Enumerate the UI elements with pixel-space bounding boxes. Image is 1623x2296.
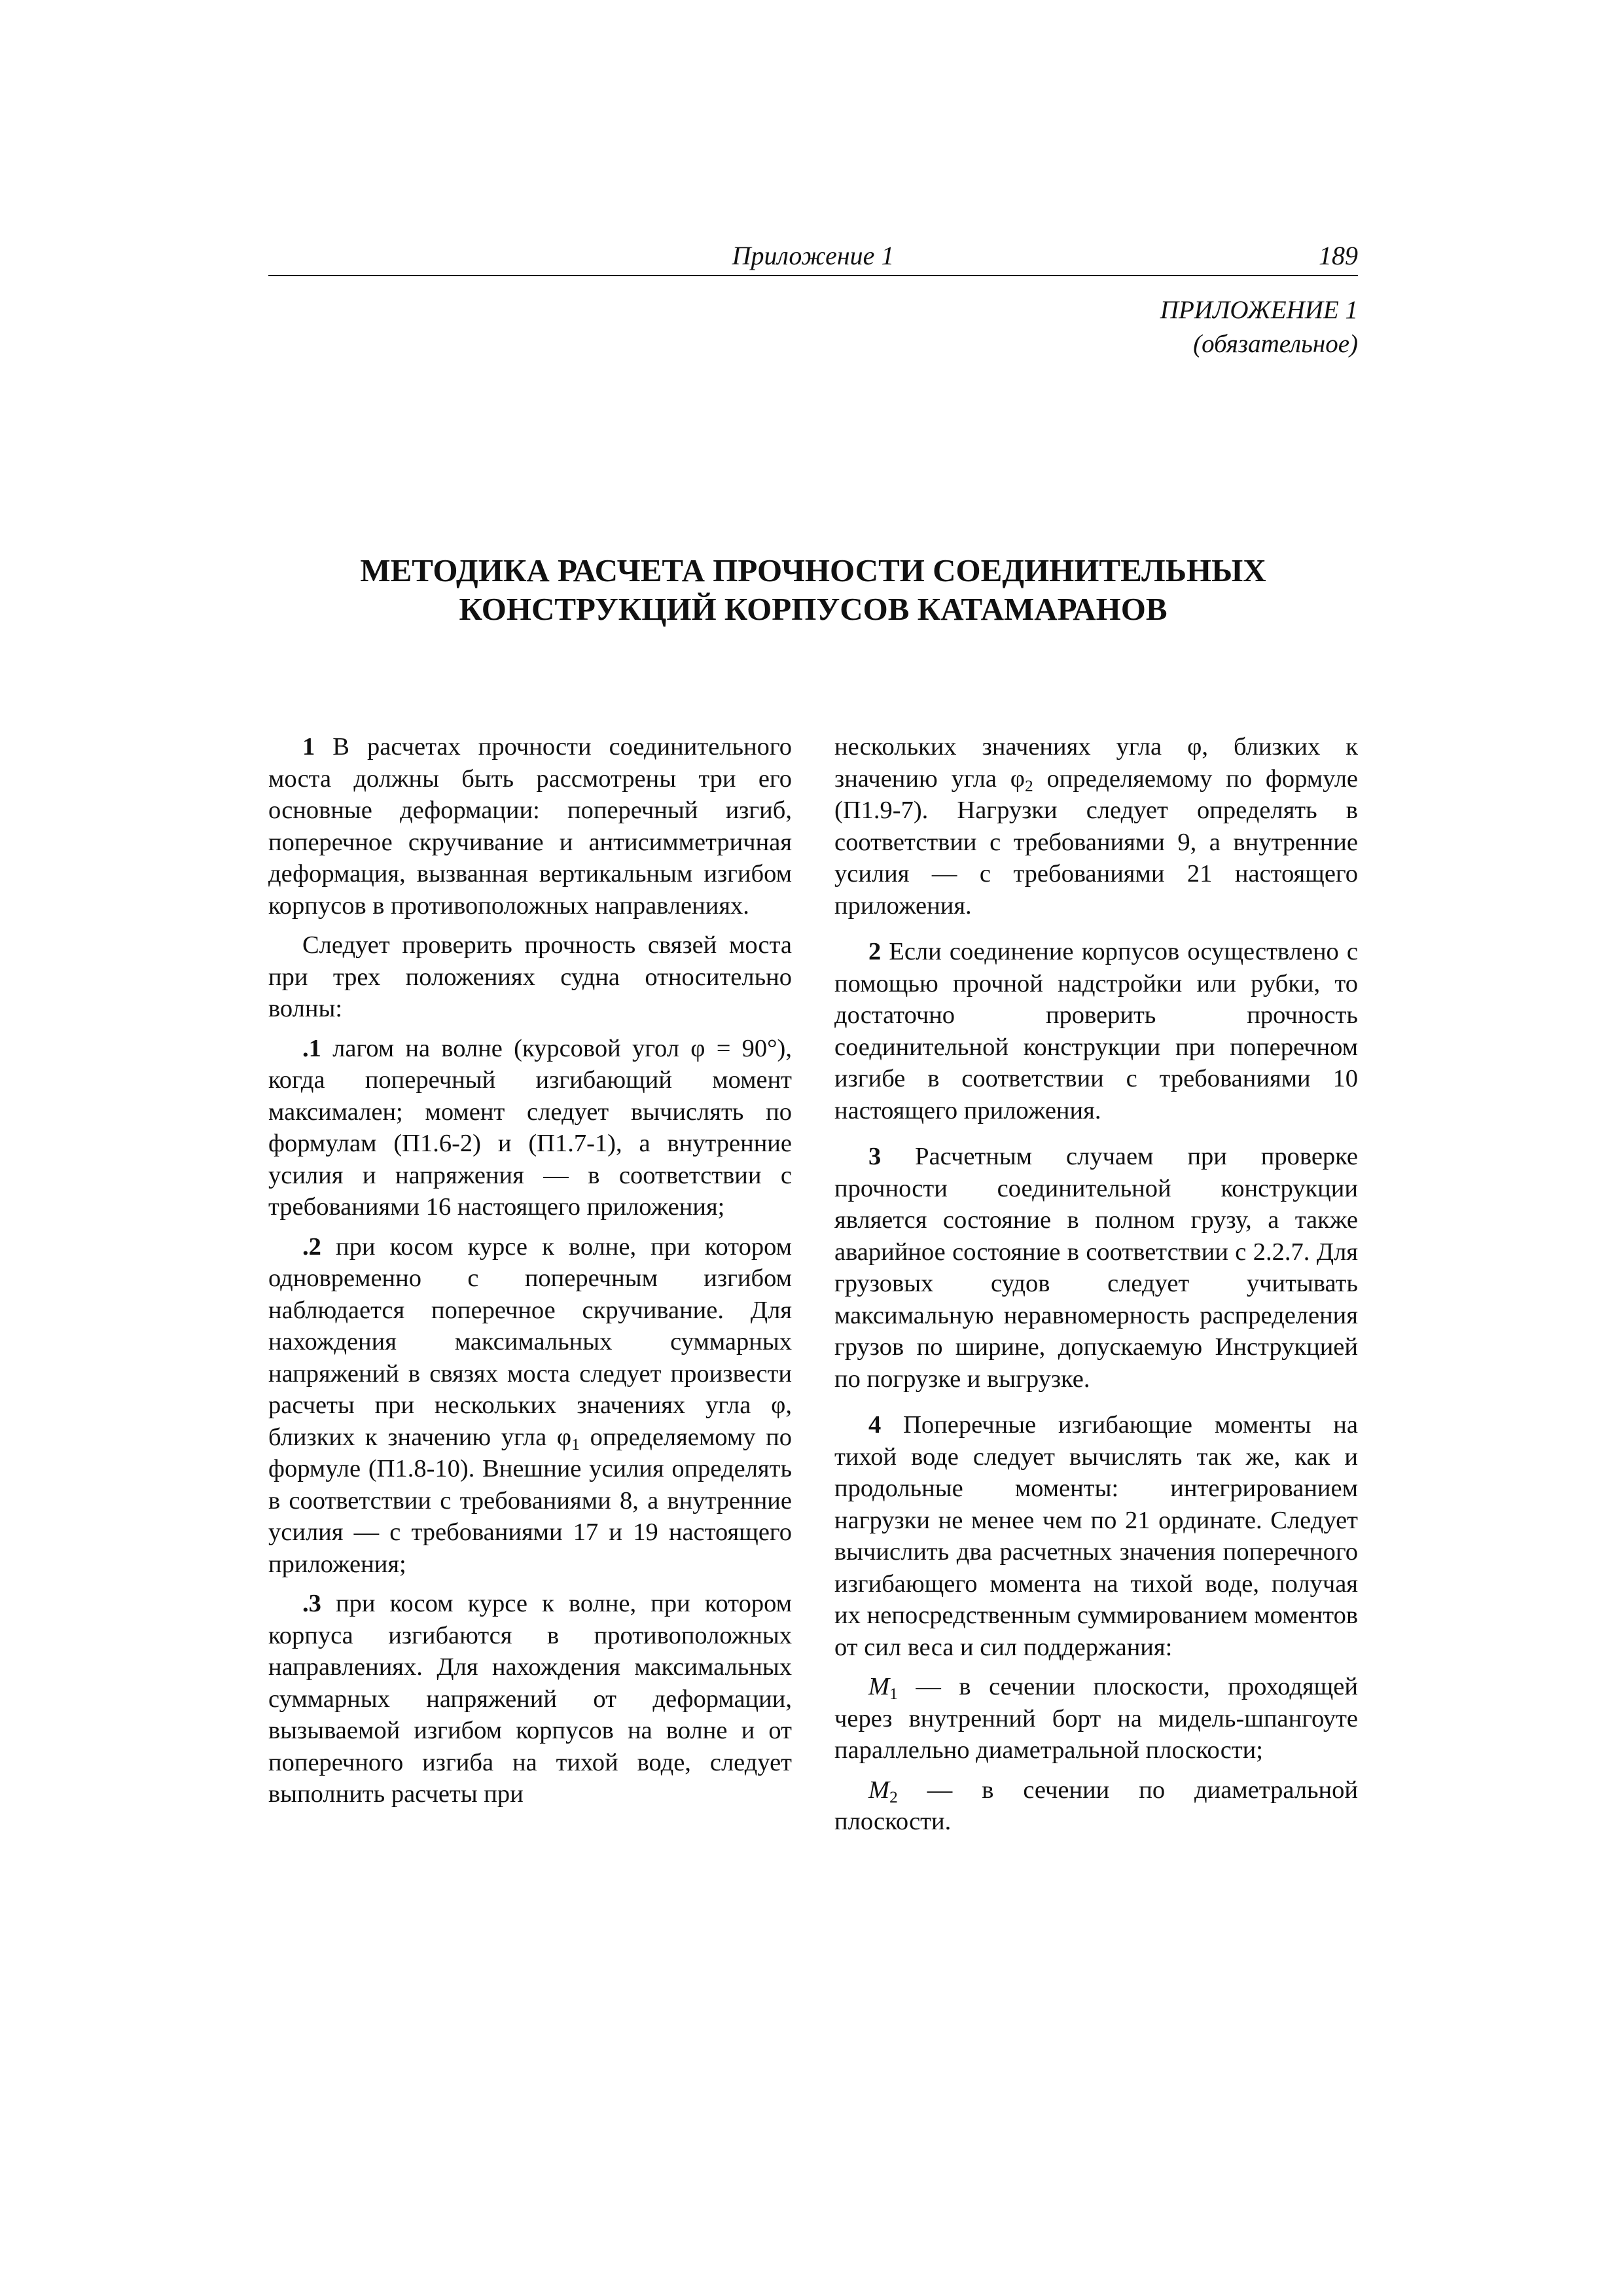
subitem-text: при косом курсе к волне, при котором одновременно с поперечным изгибом наблюдается поперечное скручивание. Для нахождения максимальных суммарных напряжений в связях моста следует произвести расчеты при нескольких значениях угла φ, близких к значению угла φ [268,1232,792,1451]
paragraph-1b [268,929,792,1025]
paragraph-text: Следует проверить прочность связей моста при трех положениях судна относительно волны: [268,931,792,1022]
title-line-1: МЕТОДИКА РАСЧЕТА ПРОЧНОСТИ СОЕДИНИТЕЛЬНЫХ [360,552,1266,588]
left-column [268,731,792,1810]
subitem-number: .1 [302,1034,321,1062]
definition-text: — в сечении плоскости, проходящей через внутренний борт на мидель-шпангоуте параллельно диаметральной плоскости; [834,1673,1358,1764]
appendix-status: (обязательное) [1193,330,1358,358]
paragraph-1 [268,731,792,922]
paragraph-text: Расчетным случаем при проверке прочности соединительной конструкции является состояние в полном грузу, а также аварийное состояние в соответствии с 2.2.7. Для грузовых судов следует учитывать максимальную неравномерность распределения грузов по ширине, допускаемую Инструкцией по погрузке и выгрузке. [834,1143,1358,1393]
paragraph-text: В расчетах прочности соединительного моста должны быть рассмотрены три его основные деформации: поперечный изгиб, поперечное скручивание и антисимметричная деформация, вызванная вертикальным изгибом корпусов в противоположных направлениях. [268,733,792,920]
moment-symbol: M [868,1776,890,1804]
paragraph-3 [834,1141,1358,1395]
subitem-text: определяемому по формуле (П1.9-7). Нагрузки следует определять в соответствии с требованиями 9, а внутренние усилия — с требованиями 21 настоящего приложения. [834,764,1358,920]
subscript: 2 [889,1787,898,1806]
paragraph-text: Поперечные изгибающие моменты на тихой воде следует вычислять так же, как и продольные моменты: интегрированием нагрузки не менее чем по 21 ординате. Следует вычислить два расчетных значения поперечного изгибающего момента на тихой воде, получая их непосредственным суммированием моментов от сил веса и сил поддержания: [834,1411,1358,1661]
subitem-text: нескольких значениях угла φ, близких к значению угла φ [834,733,1358,793]
definition-text: — в сечении по диаметральной плоскости. [834,1776,1358,1835]
appendix-label: ПРИЛОЖЕНИЕ 1 [1160,296,1358,324]
subitem-number: .3 [302,1590,321,1617]
title-line-2: КОНСТРУКЦИЙ КОРПУСОВ КАТАМАРАНОВ [459,591,1168,627]
paragraph-text: Если соединение корпусов осуществлено с помощью прочной надстройки или рубки, то достаточно проверить прочность соединительной конструкции при поперечном изгибе в соответствии с требованиями 10 настоящего приложения. [834,938,1358,1124]
right-column [834,731,1358,1838]
paragraph-2 [834,936,1358,1126]
subscript: 1 [571,1435,580,1454]
subitem-2 [268,1231,792,1581]
subitem-text: лагом на волне (курсовой угол φ = 90°), когда поперечный изгибающий момент максимален; момент следует вычислять по формулам (П1.6-2) и (П1.7-1), а внутренние усилия и напряжения — в соответствии с требованиями 16 настоящего приложения; [268,1034,792,1221]
subscript: 1 [889,1685,898,1703]
appendix-label-block [1160,293,1358,361]
document-title [268,551,1358,628]
paragraph-4 [834,1409,1358,1663]
subitem-text: при косом курсе к волне, при котором корпуса изгибаются в противоположных направлениях. Для нахождения максимальных суммарных напряжений от деформации, вызываемой изгибом корпусов на волне и от поперечного изгиба на тихой воде, следует выполнить расчеты при [268,1590,792,1808]
moment-symbol: M [868,1673,890,1700]
subitem-number: .2 [302,1232,321,1261]
subitem-3-continued [834,731,1358,922]
moment-m1-definition [834,1671,1358,1767]
running-header [268,237,1358,276]
subscript: 2 [1025,776,1033,795]
subitem-1 [268,1033,792,1223]
page-number: 189 [1319,241,1358,270]
moment-m2-definition [834,1774,1358,1838]
subitem-3 [268,1588,792,1810]
subitem-text: определяемому по формуле (П1.8-10). Внешние усилия определять в соответствии с требованиями 8, а внутренние усилия — с требованиями 17 и 19 настоящего приложения; [268,1423,792,1578]
paragraph-number: 4 [868,1411,882,1439]
paragraph-number: 2 [868,938,882,965]
paragraph-number: 3 [868,1143,882,1170]
paragraph-number: 1 [302,733,315,761]
running-title: Приложение 1 [732,241,895,270]
